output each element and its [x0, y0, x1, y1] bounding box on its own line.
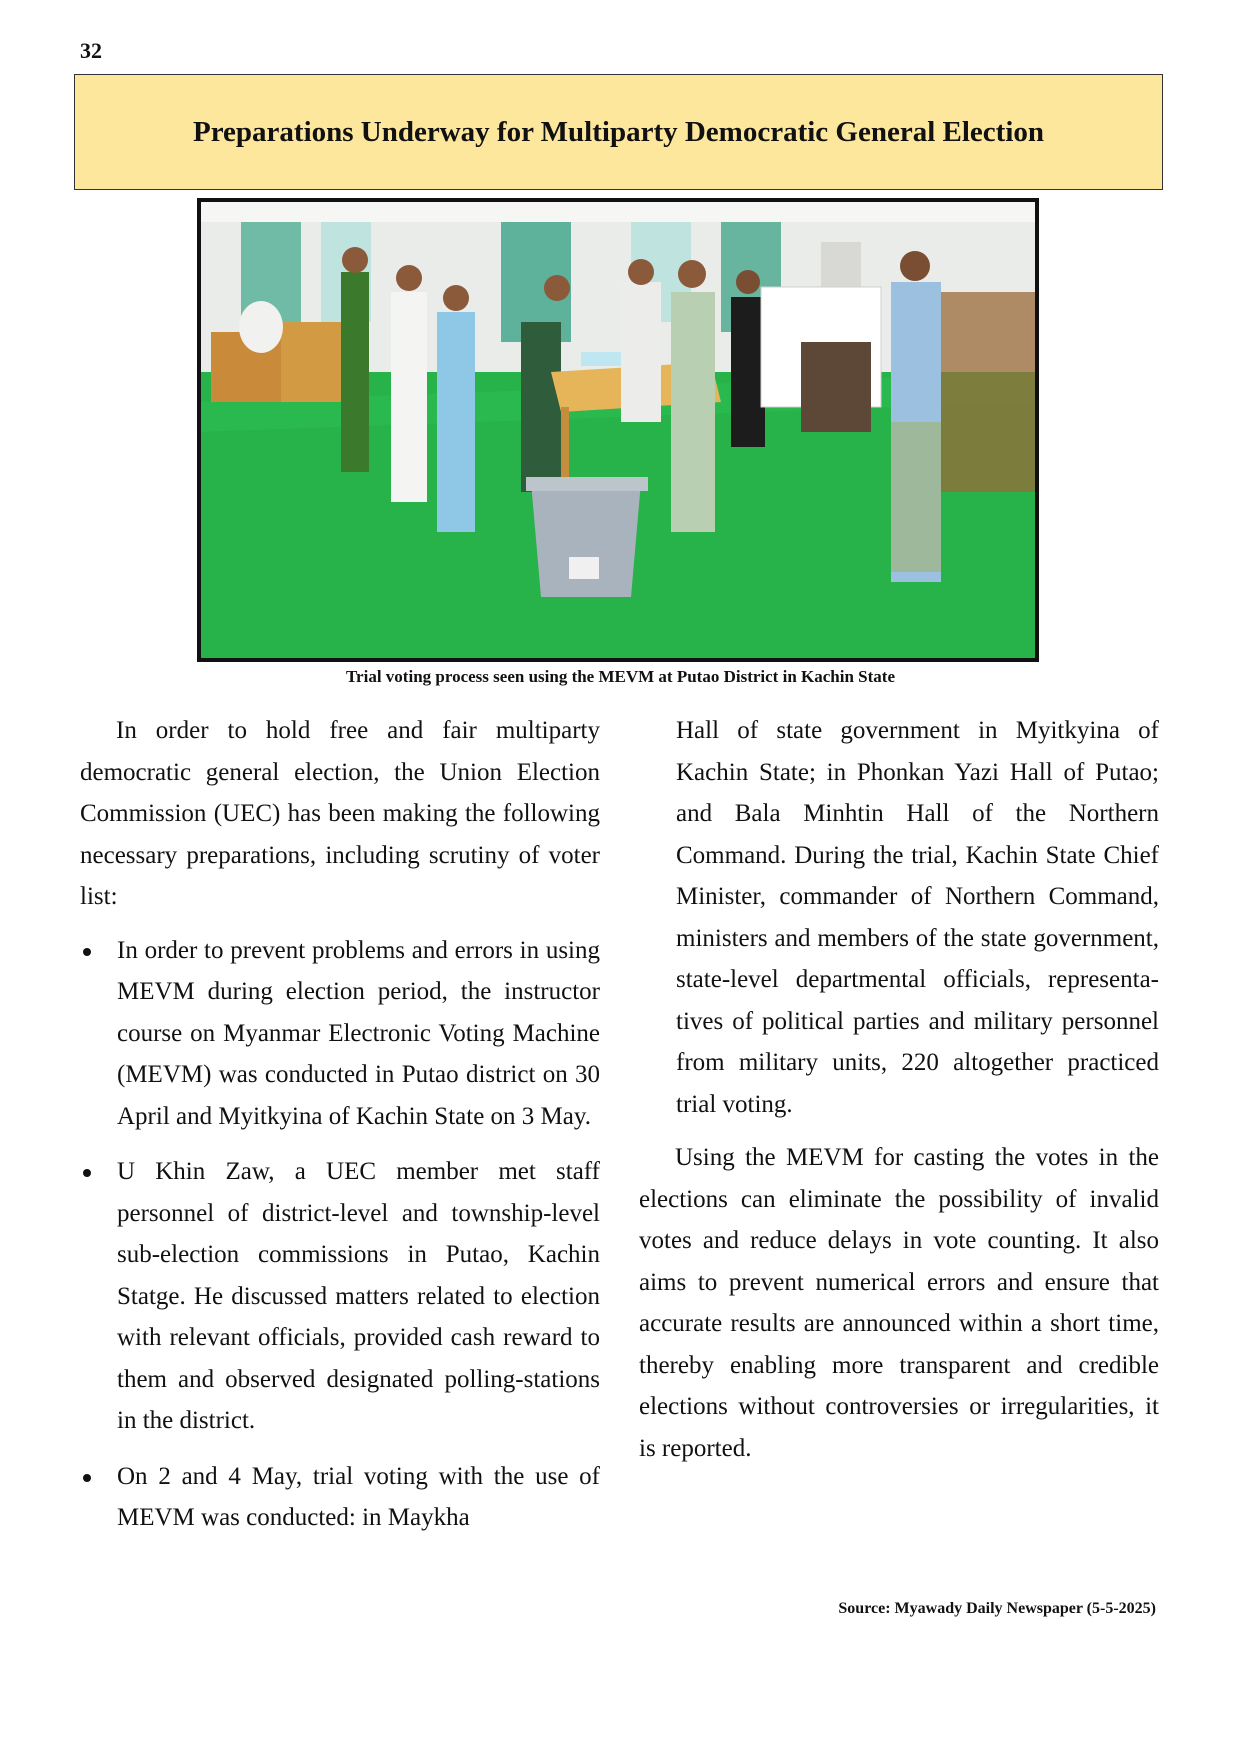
- list-item: On 2 and 4 May, trial voting with the use of MEVM was conducted: in Maykha: [80, 1456, 600, 1539]
- preparation-list: [80, 930, 600, 1539]
- page-number: 32: [80, 38, 102, 63]
- left-column: [80, 710, 600, 1553]
- continuation-paragraph: Hall of state government in Myitkyina of Kachin State; in Phonkan Yazi Hall of Putao; and Bala Minhtin Hall of the Northern Command. During the trial, Kachin State Chief Minister, commander of Northern Command, ministers and members of the state government, state-level departmental officials, representatives of political parties and military personnel from military units, 220 altogether practiced trial voting.: [676, 717, 1159, 1118]
- voting-scene-illustration: [201, 202, 1035, 658]
- source-credit: Source: Myawady Daily Newspaper (5-5-2025): [838, 1600, 1156, 1617]
- title-banner: [74, 74, 1163, 190]
- list-item: U Khin Zaw, a UEC member met staff personnel of district-level and township-level sub-election commissions in Putao, Kachin Statge. He discussed matters related to election with relevant officials, provided cash reward to them and observed designated polling-stations in the district.: [80, 1151, 600, 1442]
- closing-paragraph: Using the MEVM for casting the votes in the elections can eliminate the possibility of invalid votes and reduce delays in vote counting. It also aims to prevent numerical errors and ensure that accurate results are announced within a short time, thereby enabling more transparent and credible elections without controversies or irregularities, it is reported.: [639, 1144, 1159, 1462]
- photo-caption: Trial voting process seen using the MEVM at Putao District in Kachin State: [345, 667, 895, 686]
- article-photo: [197, 198, 1039, 662]
- intro-paragraph: In order to hold free and fair multiparty democratic general election, the Union Election Commission (UEC) has been making the following necessary preparations, including scrutiny of voter list:: [80, 717, 600, 910]
- right-column: [639, 710, 1159, 1469]
- list-item: In order to prevent problems and errors in using MEVM during election period, the instructor course on Myanmar Electronic Voting Machine (MEVM) was conducted in Putao district on 30 April and Myitkyina of Kachin State on 3 May.: [80, 930, 600, 1138]
- article-title: Preparations Underway for Multiparty Democratic General Election: [192, 115, 1045, 148]
